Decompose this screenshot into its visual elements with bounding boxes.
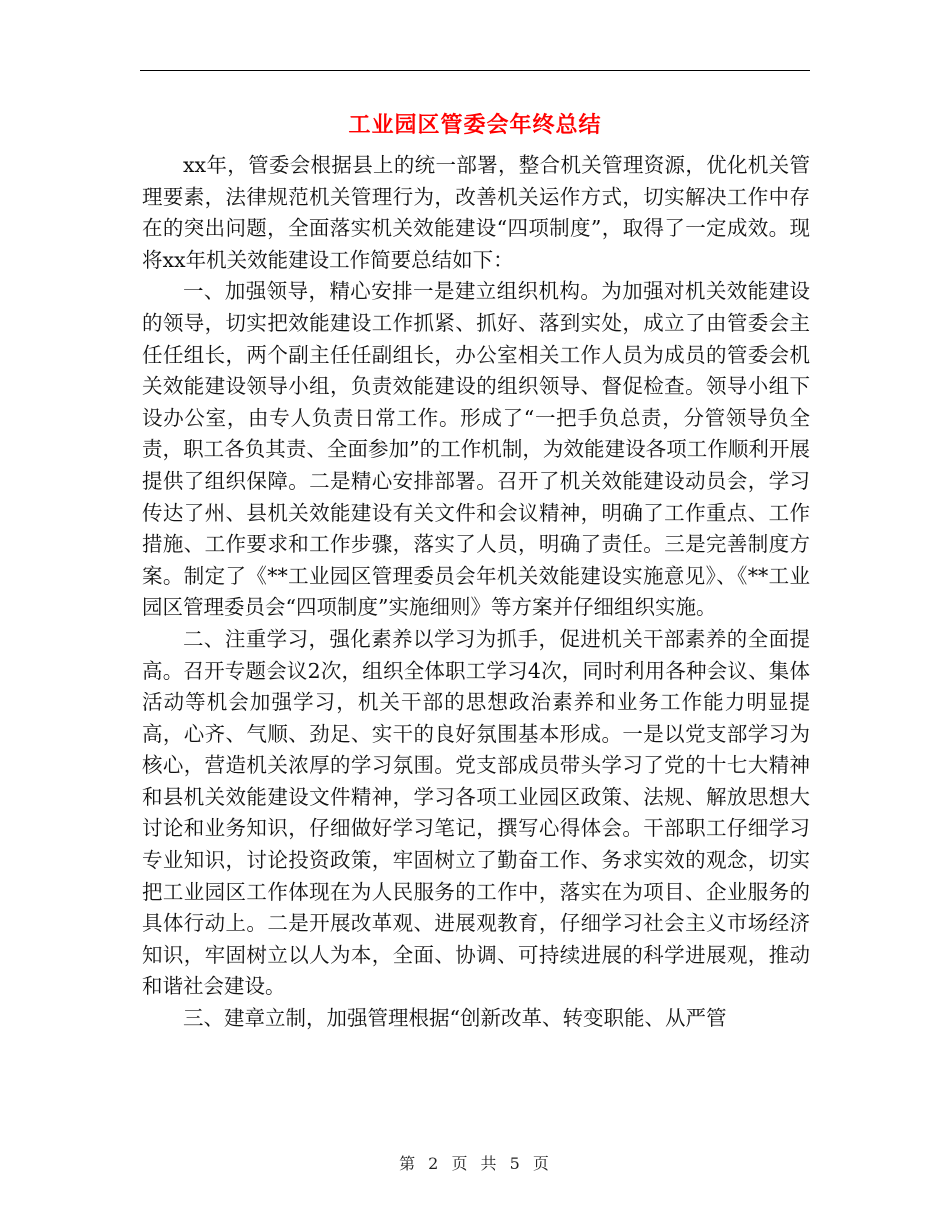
document-title: 工业园区管委会年终总结 [348, 113, 602, 138]
document-body [142, 150, 810, 1035]
paragraph-section-2: 二、注重学习，强化素养以学习为抓手，促进机关干部素养的全面提高。召开专题会议2次，组织全体职工学习4次，同时利用各种会议、集体活动等机会加强学习，机关干部的思想政治素养和业务工作能力明显提高，心齐、气顺、劲足、实干的良好氛围基本形成。一是以党支部学习为核心，营造机关浓厚的学习氛围。党支部成员带头学习了党的十七大精神和县机关效能建设文件精神，学习各项工业园区政策、法规、解放思想大讨论和业务知识，仔细做好学习笔记，撰写心得体会。干部职工仔细学习专业知识，讨论投资政策，牢固树立了勤奋工作、务求实效的观念，切实把工业园区工作体现在为人民服务的工作中，落实在为项目、企业服务的具体行动上。二是开展改革观、进展观教育，仔细学习社会主义市场经济知识，牢固树立以人为本，全面、协调、可持续进展的科学进展观，推动和谐社会建设。 [142, 626, 810, 999]
paragraph-intro: xx年，管委会根据县上的统一部署，整合机关管理资源，优化机关管理要素，法律规范机关管理行为，改善机关运作方式，切实解决工作中存在的突出问题，全面落实机关效能建设“四项制度”，取得了一定成效。现将xx年机关效能建设工作简要总结如下： [142, 153, 810, 272]
header-rule [140, 70, 810, 71]
paragraph-section-3: 三、建章立制，加强管理根据“创新改革、转变职能、从严管 [183, 1006, 727, 1031]
paragraph-section-1: 一、加强领导，精心安排一是建立组织机构。为加强对机关效能建设的领导，切实把效能建设工作抓紧、抓好、落到实处，成立了由管委会主任任组长，两个副主任任副组长，办公室相关工作人员为成员的管委会机关效能建设领导小组，负责效能建设的组织领导、督促检查。领导小组下设办公室，由专人负责日常工作。形成了“一把手负总责，分管领导负全责，职工各负其责、全面参加”的工作机制，为效能建设各项工作顺利开展提供了组织保障。二是精心安排部署。召开了机关效能建设动员会，学习传达了州、县机关效能建设有关文件和会议精神，明确了工作重点、工作措施、工作要求和工作步骤，落实了人员，明确了责任。三是完善制度方案。制定了《**工业园区管理委员会年机关效能建设实施意见》、《**工业园区管理委员会“四项制度”实施细则》等方案并仔细组织实施。 [142, 279, 810, 620]
page-number-footer: 第 2 页 共 5 页 [399, 1154, 551, 1173]
